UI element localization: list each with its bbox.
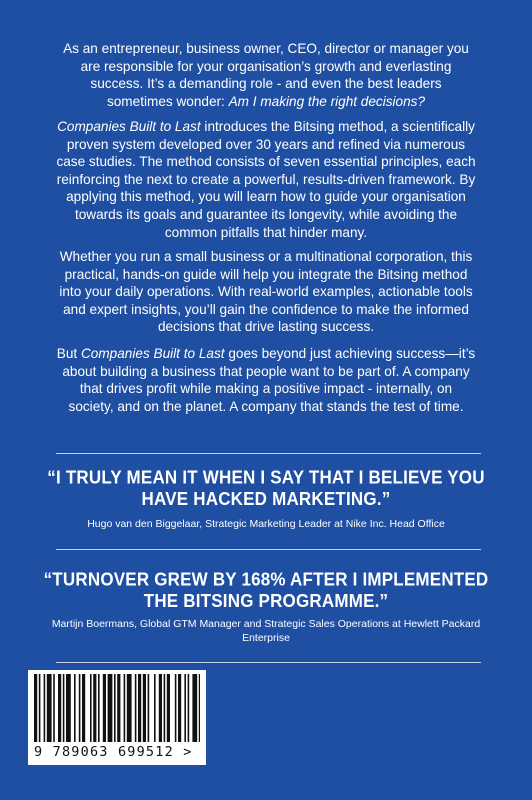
divider	[56, 662, 481, 663]
closing-text: goes beyond just achieving success—it’s about building a business that people want to be part of. A company that drives profit while making a positive impact - internally, on society, and on the planet. A company that stands the test of time.	[62, 346, 476, 414]
barcode-bar	[188, 674, 190, 742]
barcode-bar	[53, 674, 55, 742]
barcode-bar	[127, 674, 132, 742]
barcode-bar	[199, 674, 200, 742]
barcode-bar	[184, 674, 186, 742]
testimonial-quote: “TURNOVER GREW BY 168% AFTER I IMPLEMENTED THE BITSING PROGRAMME.”	[43, 569, 489, 612]
barcode-bar	[34, 674, 37, 742]
barcode-bar	[138, 674, 141, 742]
barcode-bar	[58, 674, 61, 742]
barcode-bar	[124, 674, 126, 742]
barcode-bar	[117, 674, 120, 742]
barcode-bar	[63, 674, 65, 742]
barcode-bar	[154, 674, 156, 742]
book-title-italic: Companies Built to Last	[57, 119, 201, 134]
barcode-bar	[98, 674, 100, 742]
barcode-bar	[90, 674, 92, 742]
closing-pre: But	[56, 346, 81, 361]
method-text: introduces the Bitsing method, a scientifically proven system developed over 30 years and refined via numerous case studies. The method consists of seven essential principles, each reinforcing the next to create a powerful, results-driven framework. By applying this method, you will learn how to guide your organisation towards its goals and guarantee its longevity, while avoiding the common pitfalls that hinder many.	[56, 119, 476, 240]
barcode-bars	[34, 674, 200, 744]
book-title-italic: Companies Built to Last	[80, 346, 225, 361]
barcode-bar	[175, 674, 177, 742]
divider	[56, 549, 481, 550]
isbn-barcode	[28, 670, 206, 765]
barcode-bar	[167, 674, 170, 742]
divider	[56, 453, 481, 454]
barcode-bar	[66, 674, 71, 742]
intro-paragraph	[56, 40, 476, 110]
practical-paragraph	[56, 248, 476, 336]
barcode-bar	[103, 674, 106, 742]
testimonial-attribution: Martijn Boermans, Global GTM Manager and Strategic Sales Operations at Hewlett Packard Enterprise	[51, 618, 481, 644]
isbn-number: 9 789063 699512 >	[34, 744, 193, 760]
barcode-bar	[47, 674, 52, 742]
testimonial-attribution: Hugo van den Biggelaar, Strategic Marketing Leader at Nike Inc. Head Office	[87, 518, 445, 530]
practical-text: Whether you run a small business or a multinational corporation, this practical, hands-on guide will help you integrate the Bitsing method into your daily operations. With real-world examples, actionable tools and expert insights, you’ll gain the confidence to make the informed decisions that drive lasting success.	[59, 249, 473, 335]
barcode-bar	[143, 674, 146, 742]
barcode-bar	[135, 674, 137, 742]
intro-text: As an entrepreneur, business owner, CEO, director or manager you are responsible for your organisation’s growth and everlasting success. It’s a demanding role - and even the best leaders sometimes wonder:	[63, 41, 469, 109]
barcode-bar	[93, 674, 96, 742]
barcode-bar	[44, 674, 46, 742]
barcode-bar	[159, 674, 162, 742]
barcode-bar	[192, 674, 197, 742]
testimonial-quote: “I TRULY MEAN IT WHEN I SAY THAT I BELIEVE YOU HAVE HACKED MARKETING.”	[47, 467, 485, 510]
method-paragraph	[56, 118, 476, 241]
closing-paragraph	[56, 345, 476, 415]
barcode-bar	[39, 674, 41, 742]
barcode-bar	[114, 674, 116, 742]
barcode-bar	[74, 674, 76, 742]
barcode-bar	[178, 674, 181, 742]
barcode-bar	[148, 674, 150, 742]
barcode-bar	[108, 674, 113, 742]
barcode-bar	[82, 674, 85, 742]
barcode-bar	[164, 674, 166, 742]
barcode-bar	[79, 674, 81, 742]
intro-question: Am I making the right decisions?	[228, 93, 426, 109]
